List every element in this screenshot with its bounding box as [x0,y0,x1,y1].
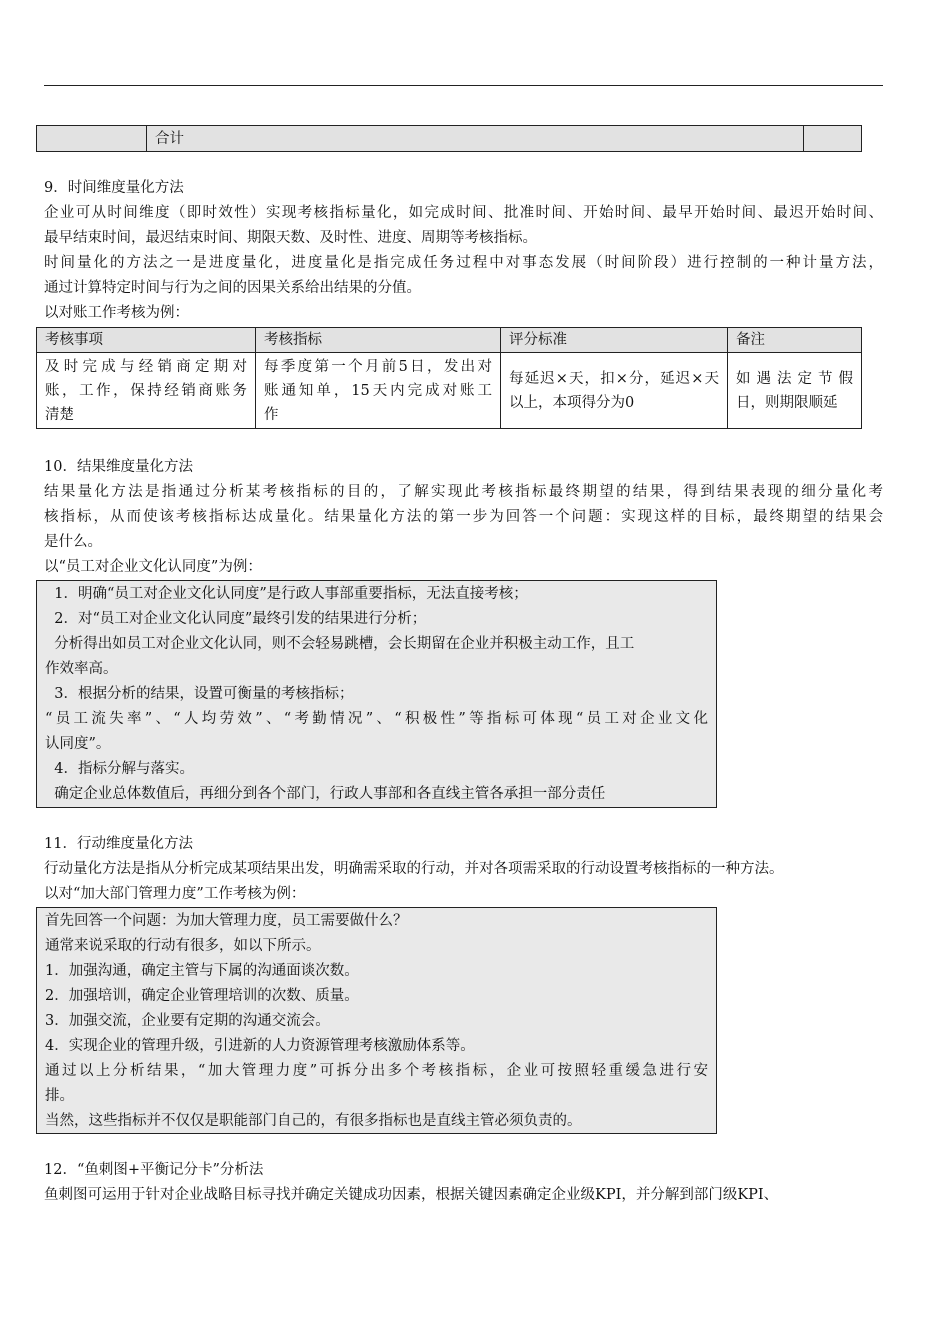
col-header-item: 考核事项 [37,328,256,353]
section10-para-line1: 结果量化方法是指通过分析某考核指标的目的，了解实现此考核指标最终期望的结果，得到结果表现的细分量化考 [44,484,883,500]
section10-example-intro: 以“员工对企业文化认同度”为例： [44,559,262,575]
box-line: 2．对“员工对企业文化认同度”最终引发的结果进行分析； [45,611,427,627]
box-line: “员工流失率”、“人均劳效”、“考勤情况”、“积极性”等指标可体现“员工对企业文化 [45,711,708,727]
box-line: 1．加强沟通，确定主管与下属的沟通面谈次数。 [45,963,359,979]
box-line: 分析得出如员工对企业文化认同，则不会轻易跳槽，会长期留在企业并积极主动工作，且工 [45,636,635,652]
cell-note: 如遇法定节假 日，则期限顺延 [728,353,862,429]
box-line: 当然，这些指标并不仅仅是职能部门自己的，有很多指标也是直线主管必须负责的。 [45,1113,582,1129]
section11-heading: 11．行动维度量化方法 [44,836,193,852]
section10-heading: 10．结果维度量化方法 [44,459,193,475]
box-line: 通过以上分析结果，“加大管理力度”可拆分出多个考核指标，企业可按照轻重缓急进行安 [45,1063,708,1079]
section11-example-intro: 以对“加大部门管理力度”工作考核为例： [44,886,306,902]
section10-para-line3: 是什么。 [44,534,102,550]
box-line: 2．加强培训，确定企业管理培训的次数、质量。 [45,988,359,1004]
total-row-table [36,125,862,152]
box-line: 排。 [45,1088,74,1104]
table-row [37,126,862,152]
table-row [37,353,862,429]
box-line: 首先回答一个问题：为加大管理力度，员工需要做什么？ [45,913,408,929]
table-header-row [37,328,862,353]
section9-para1-line2: 最早结束时间，最迟结束时间、期限天数、及时性、进度、周期等考核指标。 [44,230,537,246]
section9-example-intro: 以对账工作考核为例： [44,305,189,321]
total-label: 合计 [147,126,804,152]
section12-heading: 12．“鱼刺图+平衡记分卡”分析法 [44,1162,264,1178]
section11-para: 行动量化方法是指从分析完成某项结果出发，明确需采取的行动，并对各项需采取的行动设置考核指标的一种方法。 [44,861,784,877]
col-header-standard: 评分标准 [501,328,728,353]
cell-indicator: 每季度第一个月前5日，发出对 账通知单，15天内完成对账工 作 [256,353,501,429]
box-line: 通常来说采取的行动有很多，如以下所示。 [45,938,321,954]
box-line: 4．实现企业的管理升级，引进新的人力资源管理考核激励体系等。 [45,1038,475,1054]
box-line: 3．根据分析的结果，设置可衡量的考核指标； [45,686,354,702]
management-example-box [36,907,717,1134]
box-line: 确定企业总体数值后，再细分到各个部门，行政人事部和各直线主管各承担一部分责任 [45,786,606,802]
box-line: 4．指标分解与落实。 [45,761,194,777]
box-line: 1．明确“员工对企业文化认同度”是行政人事部重要指标，无法直接考核； [45,586,528,602]
col-header-note: 备注 [728,328,862,353]
section9-para2-line2: 通过计算特定时间与行为之间的因果关系给出结果的分值。 [44,280,421,296]
cell-standard: 每延迟×天，扣×分，延迟×天 以上，本项得分为0 [501,353,728,429]
section10-para-line2: 核指标，从而使该考核指标达成量化。结果量化方法的第一步为回答一个问题：实现这样的目标，最终期望的结果会 [44,509,883,525]
col-header-indicator: 考核指标 [256,328,501,353]
top-divider [44,85,883,86]
box-line: 作效率高。 [45,661,118,677]
section9-para1-line1: 企业可从时间维度（即时效性）实现考核指标量化，如完成时间、批准时间、开始时间、最早开始时间、最迟开始时间、 [44,205,883,221]
section12-para: 鱼刺图可运用于针对企业战略目标寻找并确定关键成功因素，根据关键因素确定企业级KPI，并分解到部门级KPI、 [44,1187,779,1203]
box-line: 3．加强交流，企业要有定期的沟通交流会。 [45,1013,330,1029]
cell-item: 及时完成与经销商定期对 账，工作，保持经销商账务 清楚 [37,353,256,429]
section9-heading: 9．时间维度量化方法 [44,180,184,196]
reconciliation-table [36,327,862,429]
box-line: 认同度”。 [45,736,111,752]
section9-para2-line1: 时间量化的方法之一是进度量化，进度量化是指完成任务过程中对事态发展（时间阶段）进行控制的一种计量方法， [44,255,883,271]
culture-example-box [36,580,717,808]
